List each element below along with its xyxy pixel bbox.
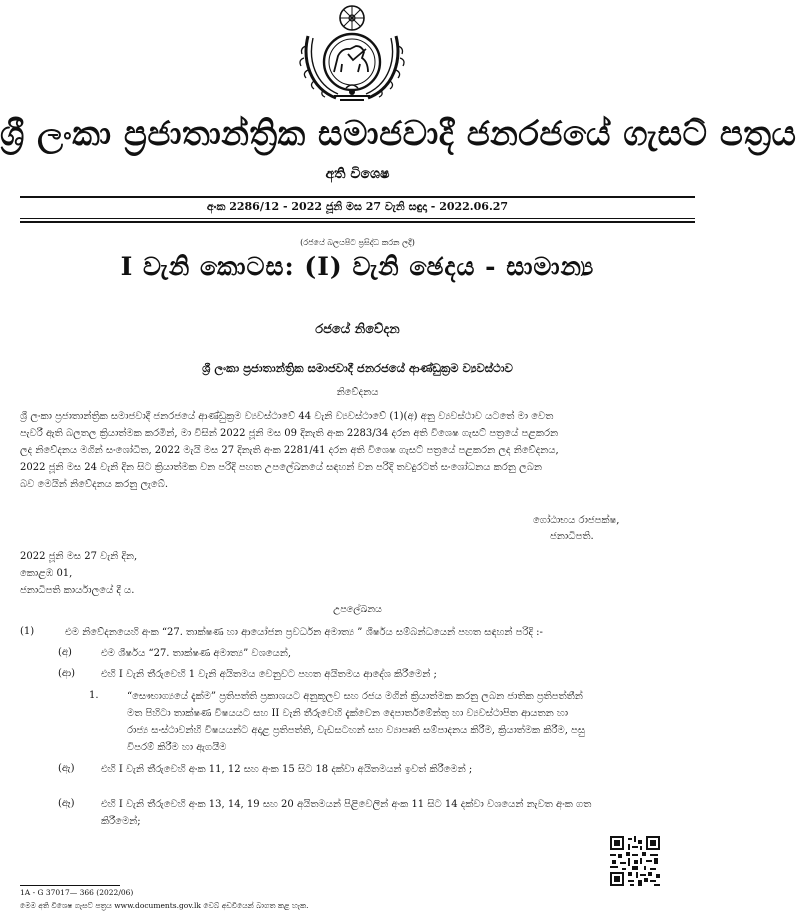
header-rule-mid xyxy=(20,218,695,219)
sub-item-number: (ඇ) xyxy=(58,763,75,774)
nested-item-line: “සෞභාග්‍යයේ දැක්ම” ප්‍රතිපත්ති ප්‍රකාශයට අනුකූලව සහ රජය මගින් ක්‍රියාත්මක කරනු ලබන ජාතික ප්‍රතිපත්තීන් xyxy=(127,691,583,702)
paragraph-line: 2022 ජූනි මස 24 වැනි දින සිට ක්‍රියාත්මක වන පරිදි පහත උපලේඛනයේ සඳහන් වන පරිදි තවදුරටත් සංශෝධනය කරනු ලබන xyxy=(20,462,542,473)
nested-item-line: විපරම් කිරීම හා ඇගයීම xyxy=(127,742,227,753)
place-line: කොළඹ 01, xyxy=(20,568,73,579)
extraordinary-label: අති විශෙෂ xyxy=(325,166,390,182)
paragraph-line: පැවරී ඇති බලතල ක්‍රියාත්මක කරමින්, මා විසින් 2022 ජූනි මස 09 දිනැති අංක 2283/34 දරන අති විශෙෂ ගැසට් පත්‍රයේ පළකරන xyxy=(20,428,559,439)
sub-item-text: එහි I වැනි තීරුවෙහි 1 වැනි අයිතමය වෙනුවට පහත අයිතමය ආදේශ කිරීමෙන් ; xyxy=(101,669,437,680)
download-note: මෙම අති විශෙෂ ගැසට් පත්‍රය www.documents.gov.lk වෙබ් අඩවියෙන් බාගත කළ හැක. xyxy=(20,901,309,910)
paragraph-line: බව මෙයින් නිවේදනය කරනු ලැබේ. xyxy=(20,479,169,490)
office-line: ජනාධිපති කාර්යාලයේ දී ය. xyxy=(20,585,135,596)
sub-item-text: එහි I වැනි තීරුවෙහි අංක 11, 12 සහ අංක 15 සිට 18 දක්වා අයිතමයන් ඉවත් කිරීමෙන් ; xyxy=(101,764,473,775)
sub-item-line: එහි I වැනි තීරුවෙහි අංක 13, 14, 19 සහ 20 අයිතමයන් පිළිවෙලින් අංක 11 සිට 14 දක්වා වශයෙන් නැවත අංක ගත xyxy=(101,799,592,810)
print-code: 1A - G 37017— 366 (2022/06) xyxy=(20,888,134,897)
published-note: (රජයේ බලයපිට ප්‍රසිද්ධ කරන ලදී) xyxy=(300,238,415,247)
date-place-block xyxy=(20,548,137,599)
part-title: I වැනි කොටස: (I) වැනි ඡෙදය - සාමාන්‍ය xyxy=(120,252,595,281)
footer-rule xyxy=(20,885,120,886)
issue-line: අංක 2286/12 - 2022 ජූනි මස 27 වැනි සඳුදා - 2022.06.27 xyxy=(206,200,509,213)
paragraph-line: ශ්‍රී ලංකා ප්‍රජාතාන්ත්‍රික සමාජවාදී ජනරජයේ ආණ්ඩුක්‍රම ව්‍යවස්ථාවේ 44 වැනි ව්‍යවස්ථාවේ (1)(අ) අනු ව්‍යවස්ථාව යටතේ මා වෙත xyxy=(20,411,554,422)
sub-item-number: (අ) xyxy=(58,647,72,658)
sub-item-text xyxy=(101,796,691,830)
constitution-heading: ශ්‍රී ලංකා ප්‍රජාතාන්ත්‍රික සමාජවාදී ජනරජයේ ආණ්ඩුක්‍රම ව්‍යවස්ථාව xyxy=(202,361,513,375)
notification-paragraph xyxy=(20,408,696,493)
sub-item-number: (ආ) xyxy=(58,668,76,679)
qr-code-icon xyxy=(610,836,660,886)
header-rule-bottom xyxy=(20,221,695,223)
signer-title: ජනාධිපති. xyxy=(550,531,594,542)
nested-item-line: රාජ්‍ය සංස්ථාවන්හි විෂයයන්ට අදාළ ප්‍රතිපත්ති, වැඩසටහන් සහ ව්‍යාපෘති සම්පාදනය කිරීම, ක්‍රියාත්මක කිරීම, පසු xyxy=(127,725,586,736)
gazette-title: ශ්‍රී ලංකා ප්‍රජාතාන්ත්‍රික සමාජවාදී ජනරජයේ ගැසට් පත්‍රය xyxy=(0,114,796,154)
government-notifications-heading: රජයේ නිවේදන xyxy=(315,322,400,337)
schedule-item-text: එම නිවේදනයෙහි අංක “27. තාක්ෂණ හා ආයෝජන ප්‍රවර්ධන අමාත්‍ය ” ශීර්ෂය සම්බන්ධයෙන් පහත සඳහන් පරිදි :- xyxy=(65,627,543,638)
nested-item-line: මත පිහිටා තාක්ෂණ විෂයයට සහ II වැනි තීරුවෙහි දැක්වෙන දෙපාර්තමේන්තු හා ව්‍යවස්ථාපිත ආයතන හා xyxy=(127,708,569,719)
signer-name: ගෝඨාභය රාජපක්ෂ, xyxy=(533,515,620,526)
schedule-item-number: (1) xyxy=(20,626,35,637)
paragraph-line: ලද නිවේදනය මගින් සංශෝධිත, 2022 මැයි මස 27 දිනැති අංක 2281/41 දරන අති විශෙෂ ගැසට් පත්‍රයේ පළකරන ලද නිවේදනය, xyxy=(20,445,559,456)
nested-item-number: 1. xyxy=(89,690,99,701)
schedule-heading: උපලේඛනය xyxy=(333,604,382,615)
sub-item-text: එම ශීර්ෂය “27. තාක්ෂණ අමාත්‍ය” වශයෙන්, xyxy=(101,648,292,659)
nested-item-text xyxy=(127,688,695,756)
sub-item-number: (ඈ) xyxy=(58,798,75,809)
notification-label: නිවේදනය xyxy=(336,387,379,398)
header-rule-top xyxy=(20,196,695,198)
sub-item-line: කිරීමෙන්; xyxy=(101,816,141,827)
sri-lanka-emblem-icon xyxy=(296,2,408,106)
date-line: 2022 ජූනි මස 27 වැනි දින, xyxy=(20,551,138,562)
